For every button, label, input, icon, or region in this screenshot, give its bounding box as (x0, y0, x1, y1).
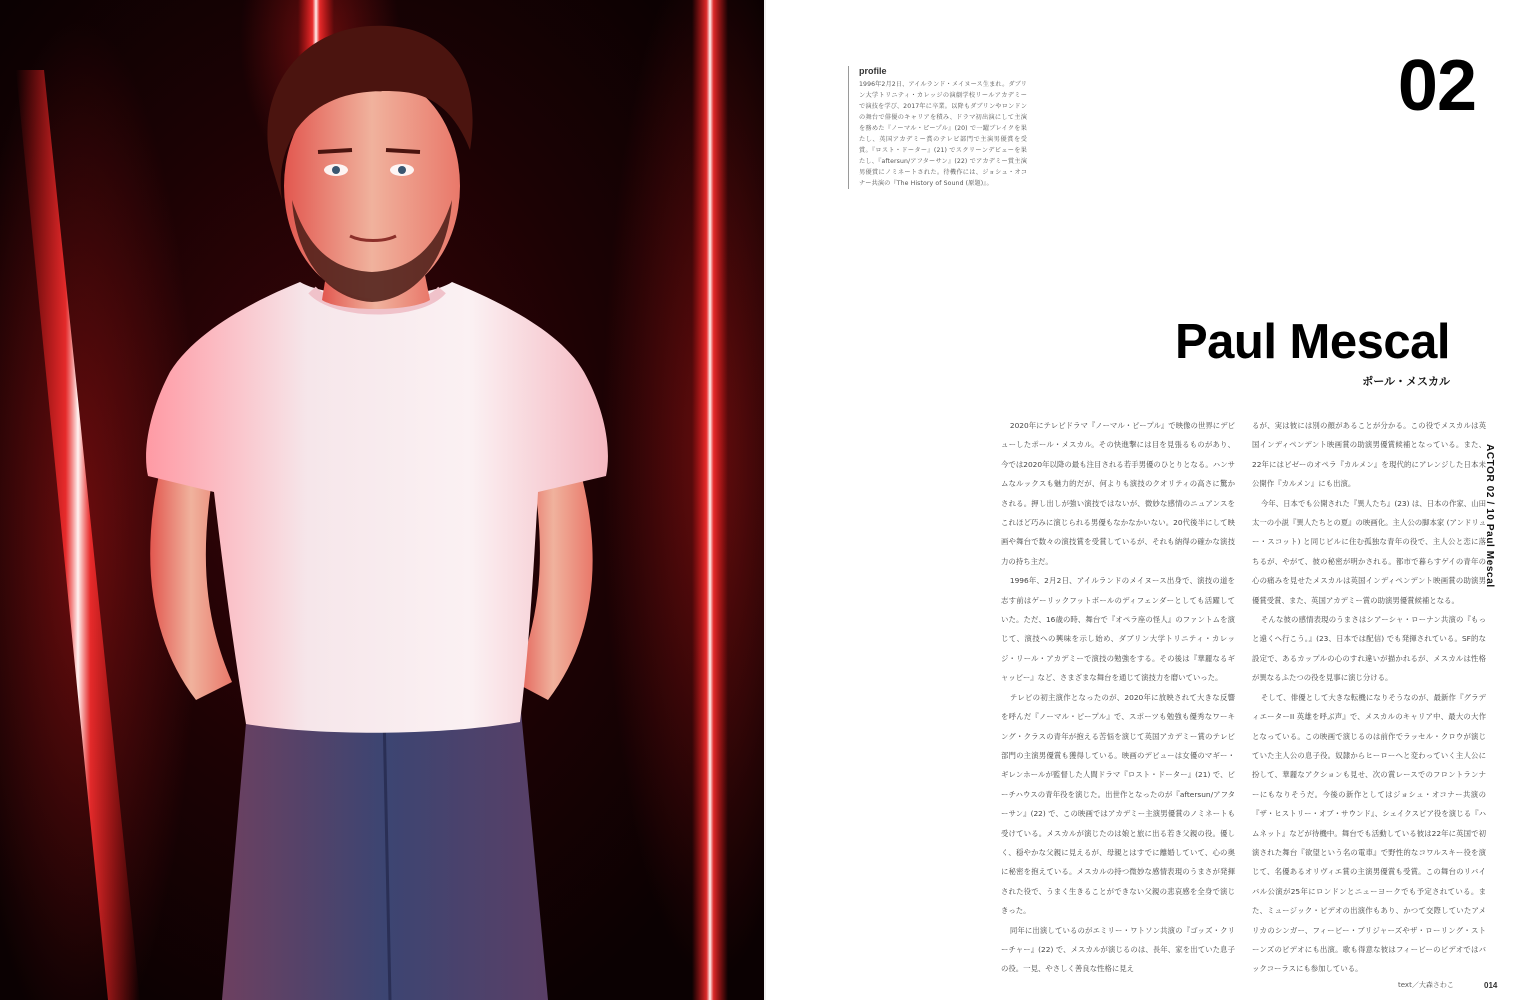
article-paragraph: そんな彼の感情表現のうまさはシアーシャ・ローナン共演の『もっと遠くへ行こう。』(23、日本では配信) でも発揮されている。SF的な設定で、あるカップルの心のすれ違いが描かれるが、メスカルは性格が異なるふたつの役を見事に演じ分ける。 (1252, 615, 1486, 683)
article-paragraph: るが、実は彼には別の顔があることが分かる。この役でメスカルは英国インディペンデント映画賞の助演男優賞候補となっている。また、22年にはビゼーのオペラ『カルメン』を現代的にアレンジした日本未公開作『カルメン』にも出演。 (1252, 421, 1486, 489)
article-column-2 (1252, 416, 1486, 979)
writer-credit: text／大森さわこ (1398, 981, 1454, 989)
eyebrow-right (386, 150, 420, 152)
section-running-head: ACTOR 02 / 10 Paul Mescal (1484, 444, 1495, 588)
page-gutter (764, 0, 766, 1000)
actor-name-kana: ポール・メスカル (1362, 375, 1450, 388)
article-paragraph: 同年に出演しているのがエミリー・ワトソン共演の『ゴッズ・クリーチャー』(22) で、メスカルが演じるのは、長年、家を出ていた息子の役。一見、やさしく善良な性格に見え (1001, 925, 1235, 974)
article-paragraph: 2020年にテレビドラマ『ノーマル・ピープル』で映像の世界にデビューしたポール・メスカル。その快進撃には目を見張るものがあり、今では2020年以降の最も注目される若手男優のひとりとなる。ハンサムなルックスも魅力的だが、何よりも演技のクオリティの高さに驚かされる。押し出しが強い演技ではないが、微妙な感情のニュアンスをこれほど巧みに演じられる男優もなかなかいない。20代後半にして映画や舞台で数々の演技賞を受賞しているが、それも納得の確かな演技力の持ち主だ。 (1001, 421, 1235, 566)
neon-tube-right (692, 0, 728, 1000)
neon-glow (602, 0, 764, 980)
iris-right (398, 166, 406, 174)
eyebrow-left (318, 150, 352, 152)
article-paragraph: テレビの初主演作となったのが、2020年に放映されて大きな反響を呼んだ『ノーマル・ピープル』で、スポーツも勉強も優秀なワーキング・クラスの青年が抱える苦悩を演じて英国アカデミー賞のテレビ部門の主演男優賞も獲得している。映画のデビューは女優のマギー・ギレンホールが監督した人間ドラマ『ロスト・ドーター』(21) で、ビーチハウスの青年役を演じた。出世作となったのが『aftersun/アフターサン』(22) で、この映画ではアカデミー主演男優賞のノミネートも受けている。メスカルが演じたのは娘と旅に出る若き父親の役。優しく、穏やかな父親に見えるが、母親とはすでに離婚していて、心の奥に秘密を抱えている。メスカルの持つ微妙な感情表現のうまさが発揮された役で、うまく生きることができない父親の悲哀感を全身で演じきった。 (1001, 692, 1235, 916)
feature-number: 02 (1397, 46, 1476, 126)
profile-text: 1996年2月2日、アイルランド・メイヌース生まれ。ダブリン大学トリニティ・カレッジの演劇学校リールアカデミーで演技を学び、2017年に卒業。以降もダブリンやロンドンの舞台で俳優のキャリアを積み、ドラマ初出演にして主演を務めた『ノーマル・ピープル』(20) で一躍ブレイクを果たし、英国アカデミー賞のテレビ部門で主演男優賞を受賞。『ロスト・ドーター』(21) でスクリーンデビューを果たし、『aftersun/アフターサン』(22) でアカデミー賞主演男優賞にノミネートされた。待機作には、ジョシュ・オコナー共演の『The History of Sound (原題)』。 (859, 81, 1027, 187)
iris-left (332, 166, 340, 174)
profile-label: profile (859, 66, 887, 76)
page-number: 014 (1484, 981, 1498, 990)
article-paragraph: 今年、日本でも公開された『異人たち』(23) は、日本の作家、山田太一の小説『異人たちとの夏』の映画化。主人公の脚本家 (アンドリュー・スコット) と同じビルに住む孤独な青年の役で、主人公と恋に落ちるが、やがて、彼の秘密が明かされる。都市で暮らすゲイの青年の心の痛みを見せたメスカルは英国インディペンデント映画賞の助演男優賞受賞、また、英国アカデミー賞の助演男優賞候補となる。 (1252, 498, 1486, 605)
article-paragraph: 1996年、2月2日、アイルランドのメイヌース出身で、演技の道を志す前はゲーリックフットボールのディフェンダーとしても活躍していた。ただ、16歳の時、舞台で『オペラ座の怪人』のファントムを演じて、演技への興味を示し始め、ダブリン大学トリニティ・カレッジ・リール・アカデミーで演技の勉強をする。その後は『華麗なるギャッビー』など、さまざまな舞台を通じて演技力を磨いていった。 (1001, 576, 1235, 683)
profile-box (848, 66, 1027, 189)
actor-name: Paul Mescal (1174, 315, 1450, 369)
article-paragraph: そして、俳優として大きな転機になりそうなのが、最新作『グラディエーターII 英雄を呼ぶ声』で、メスカルのキャリア中、最大の大作となっている。この映画で演じるのは前作でラッセル・クロウが演じていた主人公の息子役。奴隷からヒーローへと変わっていく主人公に扮して、華麗なアクションも見せ、次の賞レースでのフロントランナーにもなりそうだ。今後の新作としてはジョシュ・オコナー共演の『ザ・ヒストリー・オブ・サウンド』、シェイクスピア役を演じる『ハムネット』などが待機中。舞台でも活動している彼は22年に英国で初演された舞台『欲望という名の電車』で野性的なコワルスキー役を演じて、名優あるオリヴィエ賞の主演男優賞も受賞。この舞台のリバイバル公演が25年にロンドンとニューヨークでも予定されている。また、ミュージック・ビデオの出演作もあり、かつて交際していたアメリカのシンガー、フィービー・ブリジャーズやザ・ローリング・ストーンズのビデオにも出演。歌も得意な彼はフィービーのビデオではバックコーラスにも参加している。 (1252, 692, 1486, 974)
article-column-1 (1001, 416, 1235, 979)
